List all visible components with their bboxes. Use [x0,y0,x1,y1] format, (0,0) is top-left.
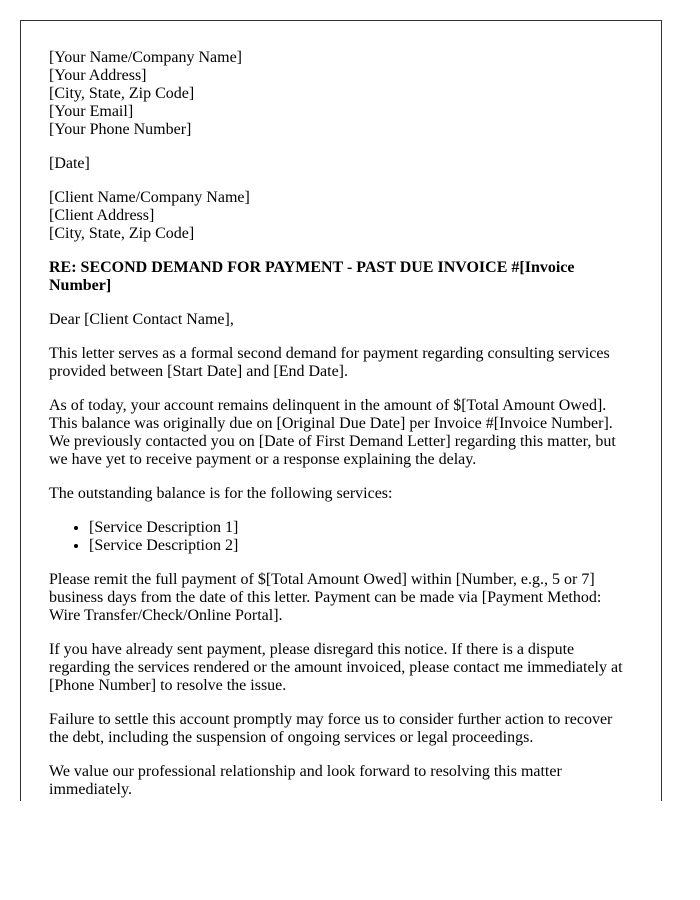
paragraph-closing: We value our professional relationship and look forward to resolving this matter immediately. [49,763,562,798]
letter-date: [Date] [49,155,90,172]
salutation: Dear [Client Contact Name], [49,311,234,328]
recipient-city: [City, State, Zip Code] [49,225,195,242]
letter-document [20,20,662,801]
list-item: • [Service Description 2] [89,537,661,555]
paragraph-intro: This letter serves as a formal second demand for payment regarding consulting services provided between [Start Date] and [End Date]. [49,345,610,380]
sender-city: [City, State, Zip Code] [49,85,195,102]
sender-name: [Your Name/Company Name] [49,49,243,66]
recipient-name: [Client Name/Company Name] [49,189,250,206]
sender-block [49,49,629,139]
sender-address: [Your Address] [49,67,147,84]
paragraph-balance: As of today, your account remains delinquent in the amount of $[Total Amount Owed]. This balance was originally due on [Original Due Date] per Invoice #[Invoice Number]. We previously contacted you on [Date of First Demand Letter] regarding this matter, but we have yet to receive payment or a response explaining the delay. [49,397,616,468]
paragraph-dispute: If you have already sent payment, please disregard this notice. If there is a dispute regarding the services rendered or the amount invoiced, please contact me immediately at [Phone Number] to resolve the issue. [49,641,623,694]
sender-phone: [Your Phone Number] [49,121,192,138]
recipient-block [49,189,629,243]
services-list [49,519,661,555]
paragraph-remit: Please remit the full payment of $[Total Amount Owed] within [Number, e.g., 5 or 7] business days from the date of this letter. Payment can be made via [Payment Method: Wire Transfer/Check/Online Portal]. [49,571,602,624]
subject-line: RE: SECOND DEMAND FOR PAYMENT - PAST DUE INVOICE #[Invoice Number] [49,259,575,294]
recipient-address: [Client Address] [49,207,155,224]
paragraph-services-intro: The outstanding balance is for the following services: [49,485,393,502]
list-item: • [Service Description 1] [89,519,661,537]
paragraph-consequences: Failure to settle this account promptly may force us to consider further action to recover the debt, including the suspension of ongoing services or legal proceedings. [49,711,613,746]
sender-email: [Your Email] [49,103,134,120]
